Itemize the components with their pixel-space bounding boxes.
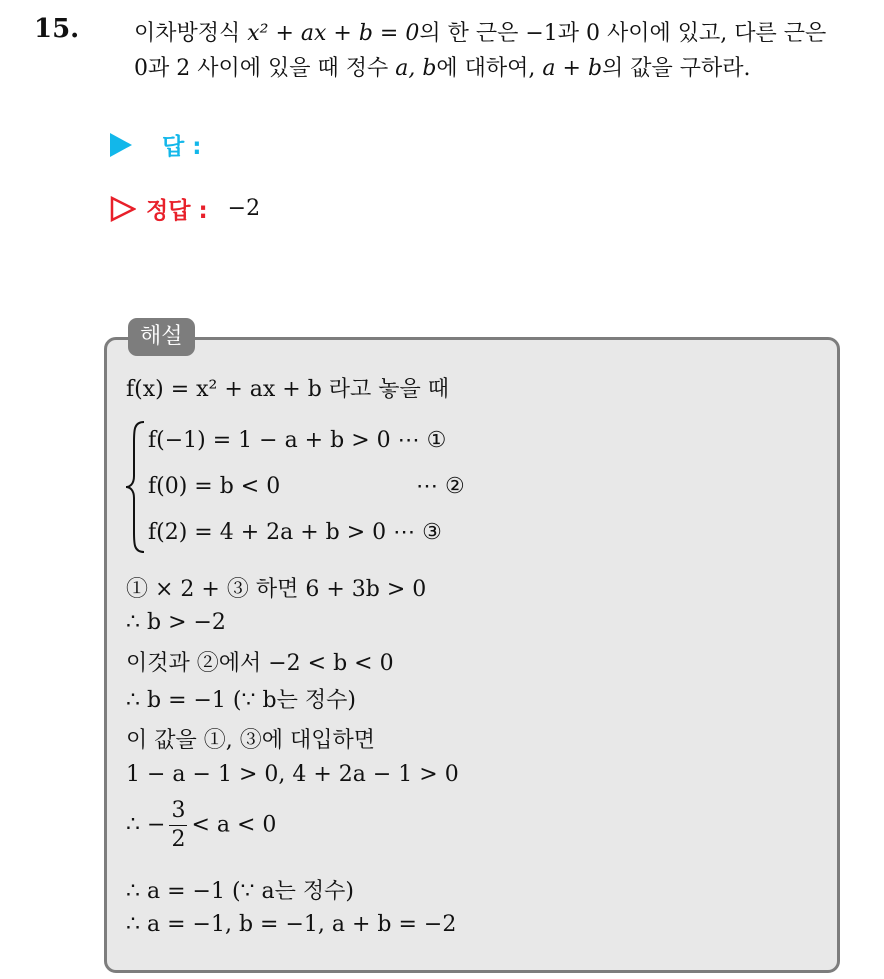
solution-line-9: ∴ a = −1, b = −1, a + b = −2 [126,912,457,937]
problem-number: 15. [34,14,80,44]
correct-answer-value: −2 [227,196,261,221]
solution-tab: 해설 [128,318,195,356]
solution-line-5: 이 값을 ①, ③에 대입하면 [126,728,375,753]
problem-text [134,16,874,86]
case-3: f(2) = 4 + 2a + b > 0 ⋯ ③ [148,520,442,545]
fraction-denominator: 2 [171,827,186,852]
solution-line-4: ∴ b = −1 (∵ b는 정수) [126,688,356,713]
solution-line-7-pre: ∴ − [126,812,166,838]
case-1: f(−1) = 1 − a + b > 0 ⋯ ① [148,428,447,453]
answer-row [110,128,201,161]
solution-line-7-post: < a < 0 [191,812,277,838]
solution-line-8: ∴ a = −1 (∵ a는 정수) [126,879,354,904]
case-2-mark: ⋯ ② [416,474,465,499]
correct-answer-label: 정답 : [146,198,208,224]
outline-triangle-icon [110,196,136,222]
problem-vars: a, b [395,56,437,81]
problem-line1-b: 의 한 근은 −1과 0 사이에 있고, 다른 근은 [419,21,827,46]
solution-line-6: 1 − a − 1 > 0, 4 + 2a − 1 > 0 [126,762,459,787]
solution-line-2: ∴ b > −2 [126,610,226,635]
answer-label: 답 : [162,134,202,160]
solution-line-7 [126,800,276,851]
fraction [169,800,187,851]
fraction-numerator: 3 [169,800,187,826]
problem-line2-a: 0과 2 사이에 있을 때 정수 [134,56,396,81]
solution-line-f: f(x) = x² + ax + b 라고 놓을 때 [126,377,450,402]
case-2: f(0) = b < 0 [148,474,281,499]
problem-expr: a + b [542,56,603,81]
problem-line2-b: 에 대하여, [436,56,543,81]
problem-equation: x² + ax + b = 0 [247,21,420,46]
play-triangle-icon [110,133,132,157]
solution-line-1: ① × 2 + ③ 하면 6 + 3b > 0 [126,577,427,602]
problem-line2-c: 의 값을 구하라. [602,56,751,81]
left-brace-icon [124,420,146,554]
solution-line-3: 이것과 ②에서 −2 < b < 0 [126,651,394,676]
correct-answer-row [110,192,260,225]
problem-line1-a: 이차방정식 [134,21,248,46]
